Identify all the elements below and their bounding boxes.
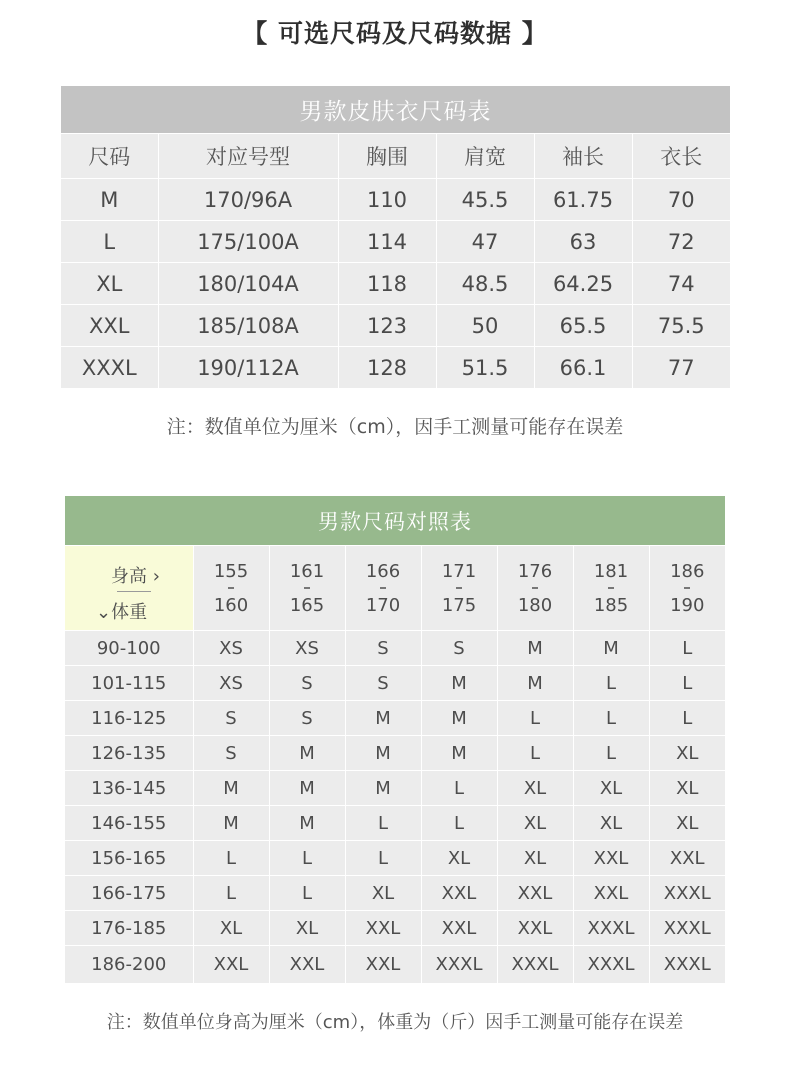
table1-cell: 61.75 [534, 179, 632, 221]
size-cell: XS [269, 631, 345, 666]
range-dash [380, 587, 386, 589]
size-cell: L [269, 876, 345, 911]
size-cell: L [421, 806, 497, 841]
table2-row [65, 631, 725, 666]
table1-cell: 190/112A [158, 347, 338, 389]
table1-header-cell: 肩宽 [436, 134, 534, 179]
weight-range-cell: 166-175 [65, 876, 193, 911]
size-cell: L [345, 841, 421, 876]
size-cell: L [421, 771, 497, 806]
range-dash [684, 587, 690, 589]
table1-cell: M [61, 179, 158, 221]
size-cell: M [497, 631, 573, 666]
mens-size-reference-table [65, 496, 725, 983]
height-range-end: 180 [517, 594, 553, 616]
size-cell: M [421, 701, 497, 736]
table1-cell: XXL [61, 305, 158, 347]
height-range-start: 155 [213, 560, 249, 582]
weight-range-cell: 126-135 [65, 736, 193, 771]
height-range-start: 166 [365, 560, 401, 582]
size-cell: M [421, 666, 497, 701]
height-range-header [573, 546, 649, 631]
table1-note: 注：数值单位为厘米（cm），因手工测量可能存在误差 [166, 416, 624, 438]
table1-cell: 175/100A [158, 221, 338, 263]
table2-row [65, 841, 725, 876]
size-cell: XXXL [573, 911, 649, 946]
weight-range-cell: 101-115 [65, 666, 193, 701]
mens-size-chart-table [61, 86, 730, 388]
table1-cell: L [61, 221, 158, 263]
size-cell: S [269, 666, 345, 701]
weight-range-cell: 136-145 [65, 771, 193, 806]
weight-range-cell: 186-200 [65, 946, 193, 984]
size-cell: XL [269, 911, 345, 946]
table1-header-row [61, 134, 730, 179]
size-cell: L [193, 876, 269, 911]
corner-cell [65, 546, 193, 631]
height-range-header [345, 546, 421, 631]
size-cell: M [573, 631, 649, 666]
table1-cell: 118 [338, 263, 436, 305]
size-cell: XXL [497, 876, 573, 911]
table1-row [61, 347, 730, 389]
table2-row [65, 911, 725, 946]
size-cell: S [193, 736, 269, 771]
size-cell: L [573, 701, 649, 736]
range-dash [456, 587, 462, 589]
height-range-end: 190 [670, 594, 705, 616]
size-cell: L [649, 701, 725, 736]
height-range-start: 161 [289, 560, 325, 582]
size-cell: XL [649, 771, 725, 806]
size-cell: M [269, 806, 345, 841]
size-cell: XXXL [497, 946, 573, 984]
size-cell: L [497, 701, 573, 736]
size-cell: XL [497, 771, 573, 806]
size-cell: S [345, 666, 421, 701]
height-range-start: 171 [441, 560, 477, 582]
size-cell: XL [421, 841, 497, 876]
height-range-end: 170 [365, 594, 401, 616]
size-cell: L [193, 841, 269, 876]
size-cell: XL [573, 806, 649, 841]
height-range-end: 185 [593, 594, 629, 616]
height-range-header [497, 546, 573, 631]
range-dash [304, 587, 310, 589]
size-cell: XXL [497, 911, 573, 946]
size-cell: M [269, 736, 345, 771]
size-cell: XL [649, 736, 725, 771]
size-cell: L [649, 631, 725, 666]
size-cell: XL [573, 771, 649, 806]
size-cell: M [421, 736, 497, 771]
size-cell: XXL [573, 841, 649, 876]
size-cell: L [573, 736, 649, 771]
size-cell: XXXL [421, 946, 497, 984]
height-range-end: 165 [289, 594, 325, 616]
weight-range-cell: 156-165 [65, 841, 193, 876]
size-cell: S [345, 631, 421, 666]
size-cell: M [193, 806, 269, 841]
height-range-start: 181 [593, 560, 629, 582]
table1-cell: 50 [436, 305, 534, 347]
size-cell: M [269, 771, 345, 806]
size-cell: XXXL [649, 946, 725, 984]
size-cell: XXL [649, 841, 725, 876]
size-cell: XXL [269, 946, 345, 984]
size-cell: XXL [345, 946, 421, 984]
size-cell: XXXL [649, 911, 725, 946]
size-cell: XXL [421, 911, 497, 946]
table1-cell: XL [61, 263, 158, 305]
height-range-start: 176 [517, 560, 553, 582]
size-cell: L [269, 841, 345, 876]
size-cell: M [193, 771, 269, 806]
height-range-header [193, 546, 269, 631]
table1-cell: 45.5 [436, 179, 534, 221]
table2-row [65, 771, 725, 806]
size-cell: L [497, 736, 573, 771]
chevron-down-icon: ⌄ [96, 602, 112, 623]
table2-note: 注：数值单位身高为厘米（cm），体重为（斤）因手工测量可能存在误差 [106, 1012, 684, 1033]
size-cell: XL [649, 806, 725, 841]
table1-cell: 110 [338, 179, 436, 221]
table1-row [61, 263, 730, 305]
table1-cell: 128 [338, 347, 436, 389]
table1-cell: 123 [338, 305, 436, 347]
table1-row [61, 221, 730, 263]
table2-header-row [65, 546, 725, 631]
table1-cell: 48.5 [436, 263, 534, 305]
table2-row [65, 666, 725, 701]
table2-row [65, 701, 725, 736]
size-cell: XS [193, 631, 269, 666]
size-cell: M [497, 666, 573, 701]
table1-row [61, 305, 730, 347]
table1-cell: 47 [436, 221, 534, 263]
table1-header-cell: 胸围 [338, 134, 436, 179]
table1-cell: 65.5 [534, 305, 632, 347]
table1-header-cell: 衣长 [632, 134, 730, 179]
corner-divider [117, 591, 151, 592]
height-range-start: 186 [670, 560, 705, 582]
table1-header-cell: 袖长 [534, 134, 632, 179]
size-cell: S [193, 701, 269, 736]
table1-cell: 75.5 [632, 305, 730, 347]
table1-cell: 51.5 [436, 347, 534, 389]
weight-range-cell: 176-185 [65, 911, 193, 946]
height-range-end: 175 [441, 594, 477, 616]
size-cell: XXL [345, 911, 421, 946]
size-cell: XXL [573, 876, 649, 911]
range-dash [228, 587, 234, 589]
table1-header-cell: 对应号型 [158, 134, 338, 179]
table2-title: 男款尺码对照表 [65, 496, 725, 546]
size-cell: M [345, 771, 421, 806]
table1-cell: 114 [338, 221, 436, 263]
table1-cell: 180/104A [158, 263, 338, 305]
table1-cell: 63 [534, 221, 632, 263]
page-heading: 【 可选尺码及尺码数据 】 [242, 19, 548, 48]
table1-row [61, 179, 730, 221]
table1-cell: 185/108A [158, 305, 338, 347]
size-cell: L [649, 666, 725, 701]
size-cell: L [573, 666, 649, 701]
size-cell: XS [193, 666, 269, 701]
table2-row [65, 946, 725, 984]
table1-cell: 72 [632, 221, 730, 263]
table1-cell: 70 [632, 179, 730, 221]
range-dash [532, 587, 538, 589]
weight-range-cell: 146-155 [65, 806, 193, 841]
size-cell: S [421, 631, 497, 666]
size-cell: XL [497, 806, 573, 841]
size-cell: XXXL [573, 946, 649, 984]
corner-height-label: 身高 › [111, 566, 160, 587]
size-cell: S [269, 701, 345, 736]
range-dash [608, 587, 614, 589]
table1-cell: 77 [632, 347, 730, 389]
weight-range-cell: 116-125 [65, 701, 193, 736]
size-cell: XL [497, 841, 573, 876]
table1-cell: 74 [632, 263, 730, 305]
size-cell: M [345, 701, 421, 736]
table1-cell: 64.25 [534, 263, 632, 305]
height-range-end: 160 [213, 594, 249, 616]
chevron-right-icon: › [147, 566, 160, 587]
table2-row [65, 876, 725, 911]
size-cell: XXL [421, 876, 497, 911]
table1-cell: 66.1 [534, 347, 632, 389]
size-cell: L [345, 806, 421, 841]
table1-cell: XXXL [61, 347, 158, 389]
size-cell: XXXL [649, 876, 725, 911]
height-range-header [269, 546, 345, 631]
size-cell: XXL [193, 946, 269, 984]
table1-title: 男款皮肤衣尺码表 [61, 86, 730, 134]
size-cell: M [345, 736, 421, 771]
height-range-header [649, 546, 725, 631]
table2-row [65, 806, 725, 841]
table2-row [65, 736, 725, 771]
weight-range-cell: 90-100 [65, 631, 193, 666]
height-range-header [421, 546, 497, 631]
size-cell: XL [193, 911, 269, 946]
table1-cell: 170/96A [158, 179, 338, 221]
size-cell: XL [345, 876, 421, 911]
corner-weight-label: ⌄体重 [96, 602, 148, 623]
table1-header-cell: 尺码 [61, 134, 158, 179]
